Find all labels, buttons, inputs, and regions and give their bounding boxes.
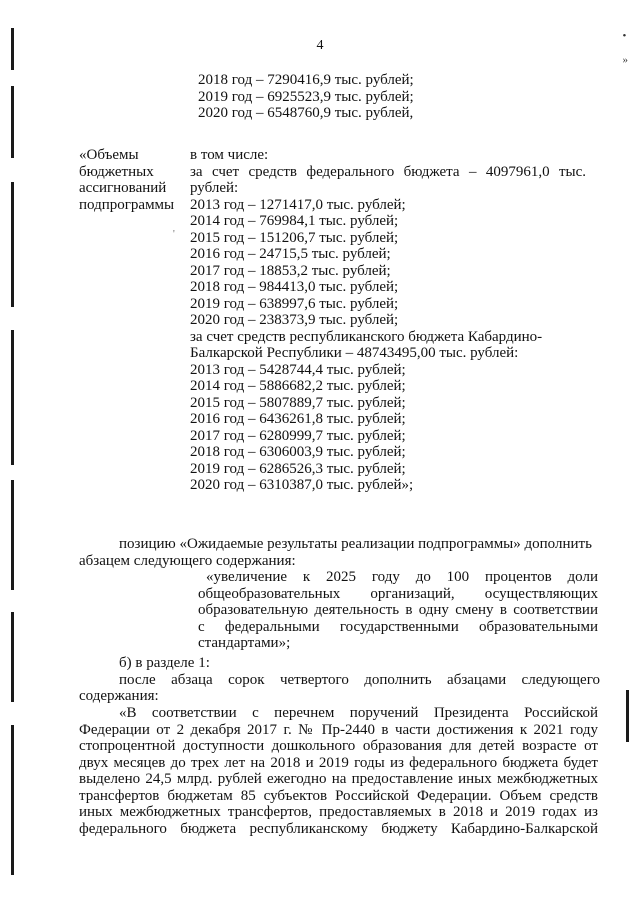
republic-year-line: 2018 год – 6306003,9 тыс. рублей; [190,444,406,460]
quoted-block [198,569,598,652]
federal-funding-line: за счет средств федерального бюджета – 4097961,0 тыс. [190,163,586,180]
section-b [79,655,600,705]
scan-edge-left [11,612,14,702]
position-paragraph [79,536,600,569]
table-intro: в том числе: [190,147,269,163]
paragraph-line: трансфертов бюджетам 85 субъектов Российской Федерации. Объем средств [79,787,598,804]
quote-line: «увеличение к 2025 году до 100 процентов доли [206,569,598,585]
page-number: 4 [316,38,324,53]
paragraph-line: после абзаца сорок четвертого дополнить абзацами следующего [119,671,600,688]
scan-speck: ' [173,229,175,240]
label-line: «Объемы [79,147,139,163]
federal-year-line: 2018 год – 984413,0 тыс. рублей; [190,279,399,295]
republic-funding-line: Балкарской Республики – 48743495,00 тыс. рублей: [190,345,519,361]
scan-edge-left [11,725,14,875]
federal-funding-unit: рублей: [190,180,239,196]
republic-year-line: 2016 год – 6436261,8 тыс. рублей; [190,411,406,427]
corner-mark: » [622,54,628,66]
corner-mark: • [622,30,627,42]
quote-line: стандартами»; [198,635,291,651]
year-line: 2020 год – 6548760,9 тыс. рублей, [198,105,414,121]
scan-edge-right [626,690,629,742]
paragraph-line: абзацем следующего содержания: [79,552,296,569]
paragraph-line: «В соответствии с перечнем поручений Президента Российской [119,705,598,721]
section-heading: б) в разделе 1: [119,655,210,671]
republic-year-line: 2015 год – 5807889,7 тыс. рублей; [190,394,406,411]
paragraph-line: позицию «Ожидаемые результаты реализации подпрограммы» дополнить [119,536,592,552]
scan-edge-left [11,182,14,307]
quote-line: с федеральными государственными образовательными [198,618,598,635]
quote-line: общеобразовательных организаций, осуществляющих [198,585,598,602]
paragraph-line: содержания: [79,688,159,704]
paragraph-line: федерального бюджета республиканскому бюджету Кабардино-Балкарской [79,820,598,837]
year-line: 2018 год – 7290416,9 тыс. рублей; [198,72,414,88]
republic-year-line: 2020 год – 6310387,0 тыс. рублей»; [190,477,414,493]
republic-funding-line: за счет средств республиканского бюджета Кабардино- [190,328,543,345]
federal-year-line: 2019 год – 638997,6 тыс. рублей; [190,295,399,312]
scan-edge-left [11,86,14,158]
republic-year-line: 2019 год – 6286526,3 тыс. рублей; [190,460,406,477]
federal-year-line: 2020 год – 238373,9 тыс. рублей; [190,312,399,328]
top-years [198,72,414,122]
label-line: подпрограммы [79,196,175,213]
federal-year-line: 2014 год – 769984,1 тыс. рублей; [190,213,399,229]
year-line: 2019 год – 6925523,9 тыс. рублей; [198,88,414,105]
table-left-label [79,147,191,213]
federal-year-line: 2015 год – 151206,7 тыс. рублей; [190,229,399,246]
federal-year-line: 2016 год – 24715,5 тыс. рублей; [190,246,391,262]
main-paragraph [79,705,598,837]
label-line: бюджетных [79,163,154,180]
federal-year-line: 2017 год – 18853,2 тыс. рублей; [190,262,391,279]
table-right-column [190,147,586,494]
federal-year-line: 2013 год – 1271417,0 тыс. рублей; [190,196,406,213]
republic-year-line: 2014 год – 5886682,2 тыс. рублей; [190,378,406,394]
paragraph-line: двух месяцев до трех лет на 2018 и 2019 годы из федерального бюджета будет [79,754,598,771]
scan-edge-left [11,480,14,590]
corner-marks [623,30,629,66]
quote-line: образовательную деятельность в одну смену в соответствии [198,602,598,618]
paragraph-line: стопроцентной доступности дошкольного образования для детей возрасте от [79,738,598,754]
paragraph-line: Федерации от 2 декабря 2017 г. № Пр-2440 в части достижения к 2021 году [79,721,598,738]
republic-year-line: 2017 год – 6280999,7 тыс. рублей; [190,427,406,444]
paragraph-line: иных межбюджетных трансфертов, предоставляемых в 2018 и 2019 годах из [79,804,598,820]
republic-year-line: 2013 год – 5428744,4 тыс. рублей; [190,361,406,378]
label-line: ассигнований [79,180,167,196]
paragraph-line: выделено 24,5 млрд. рублей ежегодно на предоставление иных межбюджетных [79,771,598,787]
scan-edge-left [11,330,14,465]
